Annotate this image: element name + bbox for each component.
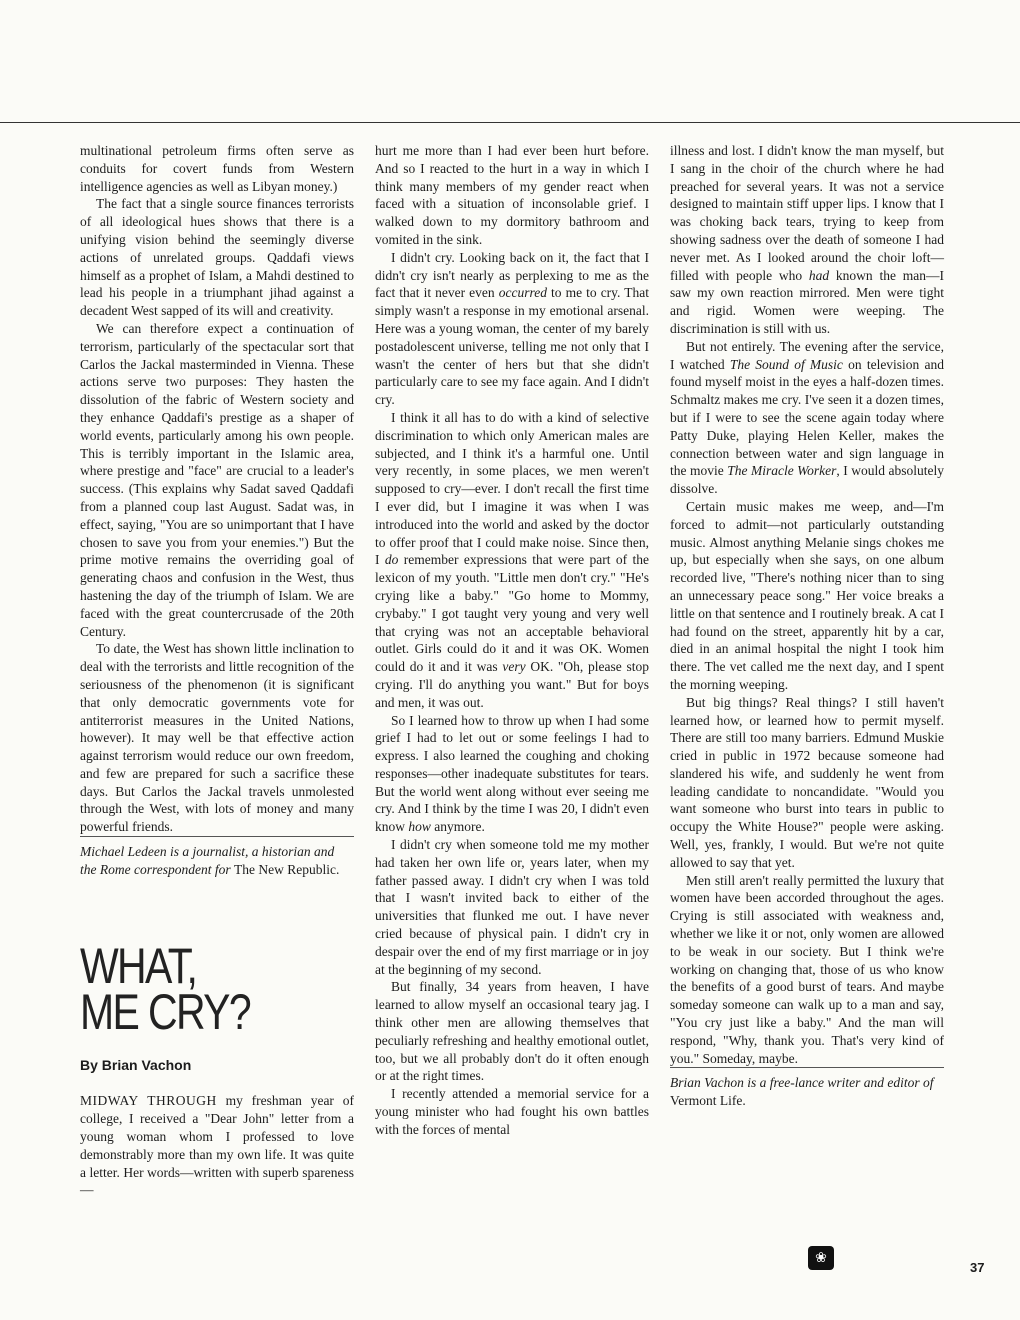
author-bio-vachon <box>670 1067 944 1110</box>
paragraph: I didn't cry when someone told me my mother had taken her own life or, years later, when my father passed away. I didn't cry when I was told that I wasn't invited back to either of the universities that flunked me out. I have never cried because of physical pain. I didn't cry in despair over the end of my first marriage or in joy at the beginning of my second. <box>375 837 649 977</box>
headline-line: WHAT, <box>80 937 197 994</box>
emphasis: The Sound of Music <box>729 356 843 372</box>
lead-in: MIDWAY THROUGH <box>80 1093 217 1109</box>
paragraph-text: anymore. <box>430 819 485 835</box>
publication-name: Vermont Life. <box>670 1093 746 1109</box>
paragraph-text: my freshman year of college, I received a "Dear John" letter from a young woman whom I professed to love demonstrably more than my own life. It was quite a letter. Her words—written with superb spareness— <box>80 1093 354 1198</box>
column-2 <box>375 142 649 1139</box>
paragraph <box>375 249 649 409</box>
paragraph-text: I think it all has to do with a kind of selective discrimination to which only American males are subjected, and I think it's a harmful one. Until very recently, in some places, we men weren't supposed to cry—ever. I don't recall the first time I ever did, but I imagine it was when I was introduced into the world and asked by the doctor to offer proof that I could make noise. Since then, I <box>375 409 649 568</box>
paragraph: But big things? Real things? I still haven't learned how, or learned how to permit myself. There are still too many barriers. Edmund Muskie cried in public in 1972 because someone had slandered his wife, and suddenly he went from leading candidate to noncandidate. "Would you want someone who burst into tears in public to occupy the White House?" people were asking. Well, yes, frankly, I would. But we're not quite allowed to say that yet. <box>670 694 944 870</box>
paragraph <box>670 142 944 338</box>
bio-text: Brian Vachon is a free-lance writer and editor of <box>670 1075 934 1091</box>
paragraph-text: OK. "Oh, please stop crying. I'll do anything you want." But for boys and men, it was out. <box>375 659 649 710</box>
paragraph: Certain music makes me weep, and—I'm forced to admit—not particularly outstanding music. Almost anything Melanie sings chokes me up, but especially when she says, on one album recorded live, "There's nothing nicer than to sing an unnecessary peace song." Her voice breaks a little on that sentence and I routinely break. A cat I had found on the street, apparently hit by a car, died in an animal hospital the night I took him there. The vet called me the next day, and I spent the morning weeping. <box>670 498 944 692</box>
emphasis: do <box>384 552 399 568</box>
paragraph <box>375 409 649 712</box>
page-number: 37 <box>970 1260 985 1275</box>
paragraph: hurt me more than I had ever been hurt before. And so I reacted to the hurt in a way in which I think many members of my gender react when faced with a situation of inconsolable grief. I walked down to my dormitory bathroom and vomited in the sink. <box>375 143 649 247</box>
paragraph-text: to me to cry. That simply wasn't a response in my emotional arsenal. Here was a young woman, the center of my barely postadolescent universe, telling me not only that I wasn't the center of hers but that she didn't particularly care to see my face again. And I didn't cry. <box>375 285 649 408</box>
paragraph <box>80 1092 354 1199</box>
paragraph: I recently attended a memorial service for a young minister who had fought his own battles with the forces of mental <box>375 1086 649 1137</box>
byline: By Brian Vachon <box>80 1056 192 1073</box>
author-bio-ledeen <box>80 836 354 879</box>
paragraph: Men still aren't really permitted the luxury that women have been accorded throughout the ages. Crying is still associated with weakness and, whether we like it or not, only women are allowed to be weak in our society. But I think we're working on changing that, those of us who know the benefits of a good burst of tears. And maybe someday someone can walk up to a man and say, "You cry just like a baby." And the man will respond, "Why, thank you. That's very kind of you." Someday, maybe. <box>670 872 944 1066</box>
emphasis: very <box>502 659 526 675</box>
paragraph-text: known the man—I saw my own reaction mirrored. Men were tight and rigid. Women were weeping. The discrimination is still with us. <box>670 267 944 336</box>
top-rule <box>0 122 1020 123</box>
paragraph <box>375 712 649 837</box>
column-3 <box>670 142 944 1110</box>
paragraph: But finally, 34 years from heaven, I have learned to allow myself an occasional teary jag. I think other men are allowing themselves that peculiarly refreshing and healthy emotional outlet, too, but we all probably don't do it often enough or at the right times. <box>375 979 649 1084</box>
paragraph-text: , I would absolutely dissolve. <box>670 463 944 497</box>
paragraph: To date, the West has shown little inclination to deal with the terrorists and little recognition of the seriousness of the phenomenon (it is significant that only democratic governments vote for antiterrorist measures in the United Nations, however). It may well be that effective action against terrorism would reduce our own freedom, and few are prepared for such a sacrifice these days. But Carlos the Jackal travels unmolested through the West, with lots of money and many powerful friends. <box>80 641 354 835</box>
publication-name: The New Republic. <box>233 861 340 877</box>
paragraph-text: But not entirely. The evening after the service, I watched <box>670 338 944 372</box>
emphasis: occurred <box>498 285 547 301</box>
paragraph: multinational petroleum firms often serve as conduits for covert funds from Western intelligence agencies as well as Libyan money.) <box>80 143 354 194</box>
paragraph: We can therefore expect a continuation of terrorism, particularly of the spectacular sort that Carlos the Jackal masterminded in Vienna. These actions serve two purposes: They hasten the dissolution of the fabric of Western society and they enhance Qaddafi's prestige as a shaper of world events, particularly among his own people. This is terribly important in the Islamic area, where prestige and "face" are crucial to a leader's success. (This explains why Sadat saved Qaddafi from a planned coup last August. Sadat was, in effect, saying, "You are so unimportant that I have chosen to save you from your enemies.") But the prime motive remains the overriding goal of generating chaos and confusion in the West, thus hastening the day of the triumph of Islam. We are faced with the great countercrusade of the 20th Century. <box>80 320 354 639</box>
paragraph-text: So I learned how to throw up when I had some grief I had to let out or some feelings I had to express. I also learned the coughing and choking responses—other inadequate substitutes for tears. But the world went along without ever seeing me cry. And I think by the time I was 20, I didn't even know <box>375 712 649 835</box>
rabbit-head-icon: ❀ <box>808 1246 834 1270</box>
paragraph <box>670 338 944 498</box>
article-headline <box>80 937 305 1040</box>
bio-text: Michael Ledeen is a journalist, a historian and the Rome correspondent for <box>80 844 335 877</box>
paragraph-text: on television and found myself moist in the eyes a half-dozen times. Schmaltz makes me cry. I've seen it a dozen times, but if I were to see the scene again today where Patty Duke, playing Helen Keller, makes the connection between water and sign language in the movie <box>670 356 944 479</box>
paragraph-text: I didn't cry. Looking back on it, the fact that I didn't cry isn't nearly as perplexing to me as the fact that it never even <box>375 249 649 301</box>
paragraph: The fact that a single source finances terrorists of all ideological hues shows that there is a unifying vision behind the seemingly diverse actions of unrelated groups. Qaddafi views himself as a prophet of Islam, a Mahdi destined to lead his people in a triumphant jihad against a decadent West sapped of its will and creativity. <box>80 196 354 319</box>
paragraph-text: remember expressions that were part of the lexicon of my youth. "Little men don't cry." "He's crying like a baby." "Go home to Mommy, crybaby." I got taught very young and very well that crying was not an acceptable behavioral outlet. Girls could do it and it was OK. Women could do it and it was <box>375 552 649 675</box>
column-1 <box>80 142 354 1199</box>
emphasis: The Miracle Worker <box>727 463 837 479</box>
paragraph-text: illness and lost. I didn't know the man myself, but I sang in the choir of the church where he had preached for several years. It was not a service designed to maintain stiff upper lips. I know that I was choking back tears, trying to keep from showing sadness over the death of someone I had never met. As I looked around the choir loft—filled with people who <box>670 143 944 283</box>
emphasis: how <box>408 819 431 835</box>
emphasis: had <box>808 267 830 283</box>
headline-line: ME CRY? <box>80 983 251 1040</box>
